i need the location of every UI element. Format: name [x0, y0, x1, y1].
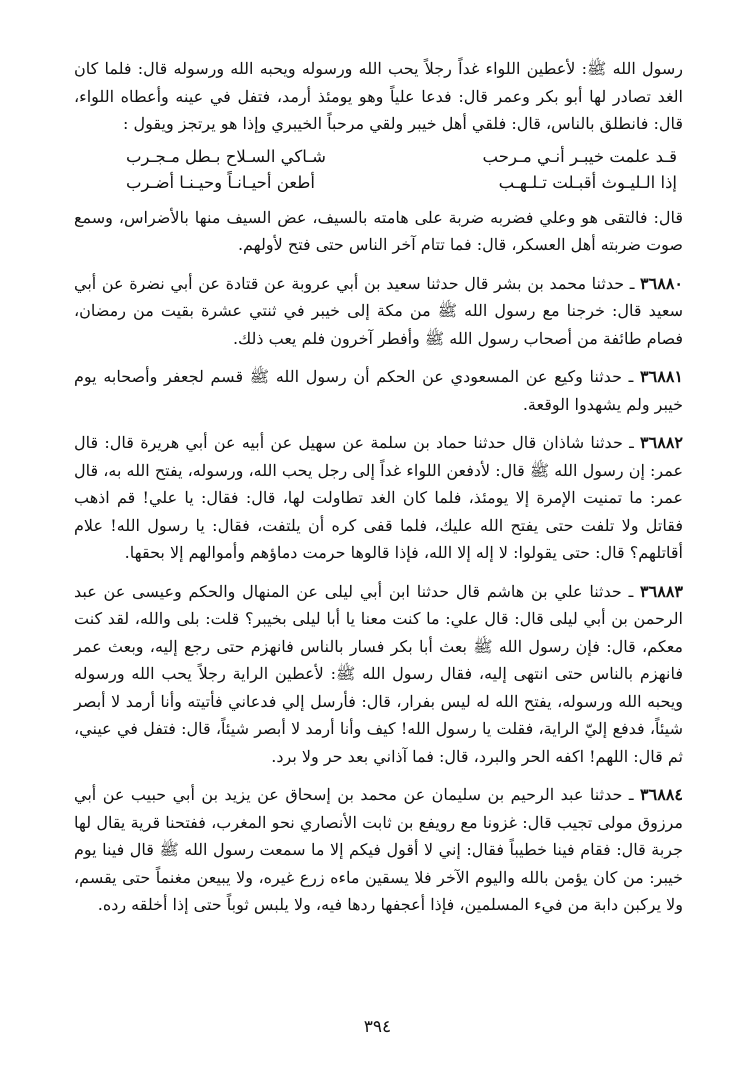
hadith-text: ـ حدثنا وكيع عن المسعودي عن الحكم أن رسول الله ﷺ قسم لجعفر وأصحابه يوم خيبر ولم يشهدوا الوقعة.	[74, 367, 683, 414]
verse-first-hemistich: قـد علمت خيبـر أنـي مـرحب	[482, 146, 677, 166]
hadith-text: ـ حدثنا شاذان قال حدثنا حماد بن سلمة عن سهيل عن أبيه عن أبي هريرة قال: قال عمر: إن رسول الله ﷺ قال: لأدفعن اللواء غداً إلى رجل يحب الله، ورسوله، يفتح الله به، قال عمر: ما تمنيت الإمرة إلا يومئذ، فلما كان الغد تطاولت لها، قال: فقال: يا علي! قم اذهب فقاتل ولا تلفت حتى يفتح الله عليك، فلما قفى كره أن يلتفت، فقال: يا رسول الله! علام أقاتلهم؟ قال: حتى يقولوا: لا إله إلا الله، فإذا قالوها حرمت دماؤهم وأموالهم إلا بحقها.	[74, 433, 683, 562]
hadith-paragraph	[74, 429, 683, 567]
hadith-number: ٣٦٨٨٠	[640, 273, 684, 293]
verse-first-hemistich: إذا الـليـوث أقبـلت تـلـهـب	[498, 172, 677, 192]
hadith-number: ٣٦٨٨٢	[640, 433, 684, 452]
hadith-text: ـ حدثنا محمد بن بشر قال حدثنا سعيد بن أبي عروبة عن قتادة عن أبي نضرة عن أبي سعيد قال: خرجنا مع رسول الله ﷺ من مكة إلى خيبر في ثنتي عشرة بقيت من رمضان، فصام طائفة من أصحاب رسول الله ﷺ وأفطر آخرون فلم يعب ذلك.	[74, 273, 683, 348]
hadith-text: ـ حدثنا عبد الرحيم بن سليمان عن محمد بن إسحاق عن يزيد بن أبي حبيب عن أبي مرزوق مولى تجيب قال: غزونا مع رويفع بن ثابت الأنصاري نحو المغرب، ففتحنا قرية يقال لها جربة قال: فقام فينا خطيباً فقال: إني لا أقول فيكم إلا ما سمعت رسول الله ﷺ قال فينا يوم خيبر: من كان يؤمن بالله واليوم الآخر فلا يسقين ماءه زرع غيره، ولا يبيعن مغنماً حتى يقسم، ولا يركبن دابة من فيء المسلمين، فإذا أعجفها ردها فيه، ولا يلبس ثوباً حتى إذا أخلقه رده.	[74, 785, 684, 914]
hadith-paragraph	[74, 578, 683, 771]
page-number: ٣٩٤	[363, 1017, 392, 1037]
verse-second-hemistich: أطعن أحيـانـاً وحيـنـا أضـرب	[126, 172, 315, 192]
hadith-text: ـ حدثنا علي بن هاشم قال حدثنا ابن أبي ليلى عن المنهال والحكم وعيسى عن عبد الرحمن بن أبي ليلى قال: قال علي: ما كنت معنا يا أبا ليلى بخيبر؟ قلت: بلى والله، لقد كنت معكم، قال: فإن رسول الله ﷺ بعث أبا بكر فسار بالناس فانهزم حتى رجع إليه، وبعث عمر فانهزم بالناس حتى انتهى إليه، فقال رسول الله ﷺ: لأعطين الراية رجلاً يحب الله ورسوله ويحبه الله ورسوله، يفتح الله له ليس بفرار، قال: فأرسل إلي فدعاني فأتيته وأنا أرمد لا أبصر شيئاً، فدفع إليّ الراية، فقلت يا رسول الله! كيف وأنا أرمد لا أبصر شيئاً، قال: فتفل في عيني، ثم قال: اللهم! اكفه الحر والبرد، قال: فما آذاني بعد حر ولا برد.	[74, 581, 683, 766]
paragraph-continuation: رسول الله ﷺ: لأعطين اللواء غداً رجلاً يحب الله ورسوله ويحبه الله ورسوله قال: فلما كان الغد تصادر لها أبو بكر وعمر قال: فدعا علياً وهو يومئذ أرمد، فتفل في عينه وأعطاه اللواء، قال: فانطلق بالناس، قال: فلقي أهل خيبر ولقي مرحباً الخيبري وإذا هو يرتجز ويقول :	[74, 59, 683, 133]
hadith-paragraph	[74, 270, 683, 353]
hadith-paragraph	[74, 781, 683, 919]
hadith-number: ٣٦٨٨١	[640, 367, 683, 386]
paragraph-text: قال: فالتقى هو وعلي فضربه ضربة على هامته بالسيف، عض السيف منها بالأضراس، وسمع صوت ضربته أهل العسكر، قال: فما تتام آخر الناس حتى فتح لأولهم.	[74, 207, 683, 254]
poem-verse	[74, 170, 683, 196]
verse-second-hemistich: شـاكي السـلاح بـطل مـجـرب	[126, 146, 326, 166]
paragraph	[74, 204, 683, 259]
hadith-number: ٣٦٨٨٣	[640, 581, 683, 601]
hadith-number: ٣٦٨٨٤	[640, 785, 683, 804]
poem-block	[74, 144, 683, 196]
hadith-paragraph	[74, 363, 683, 418]
poem-verse	[74, 144, 683, 170]
